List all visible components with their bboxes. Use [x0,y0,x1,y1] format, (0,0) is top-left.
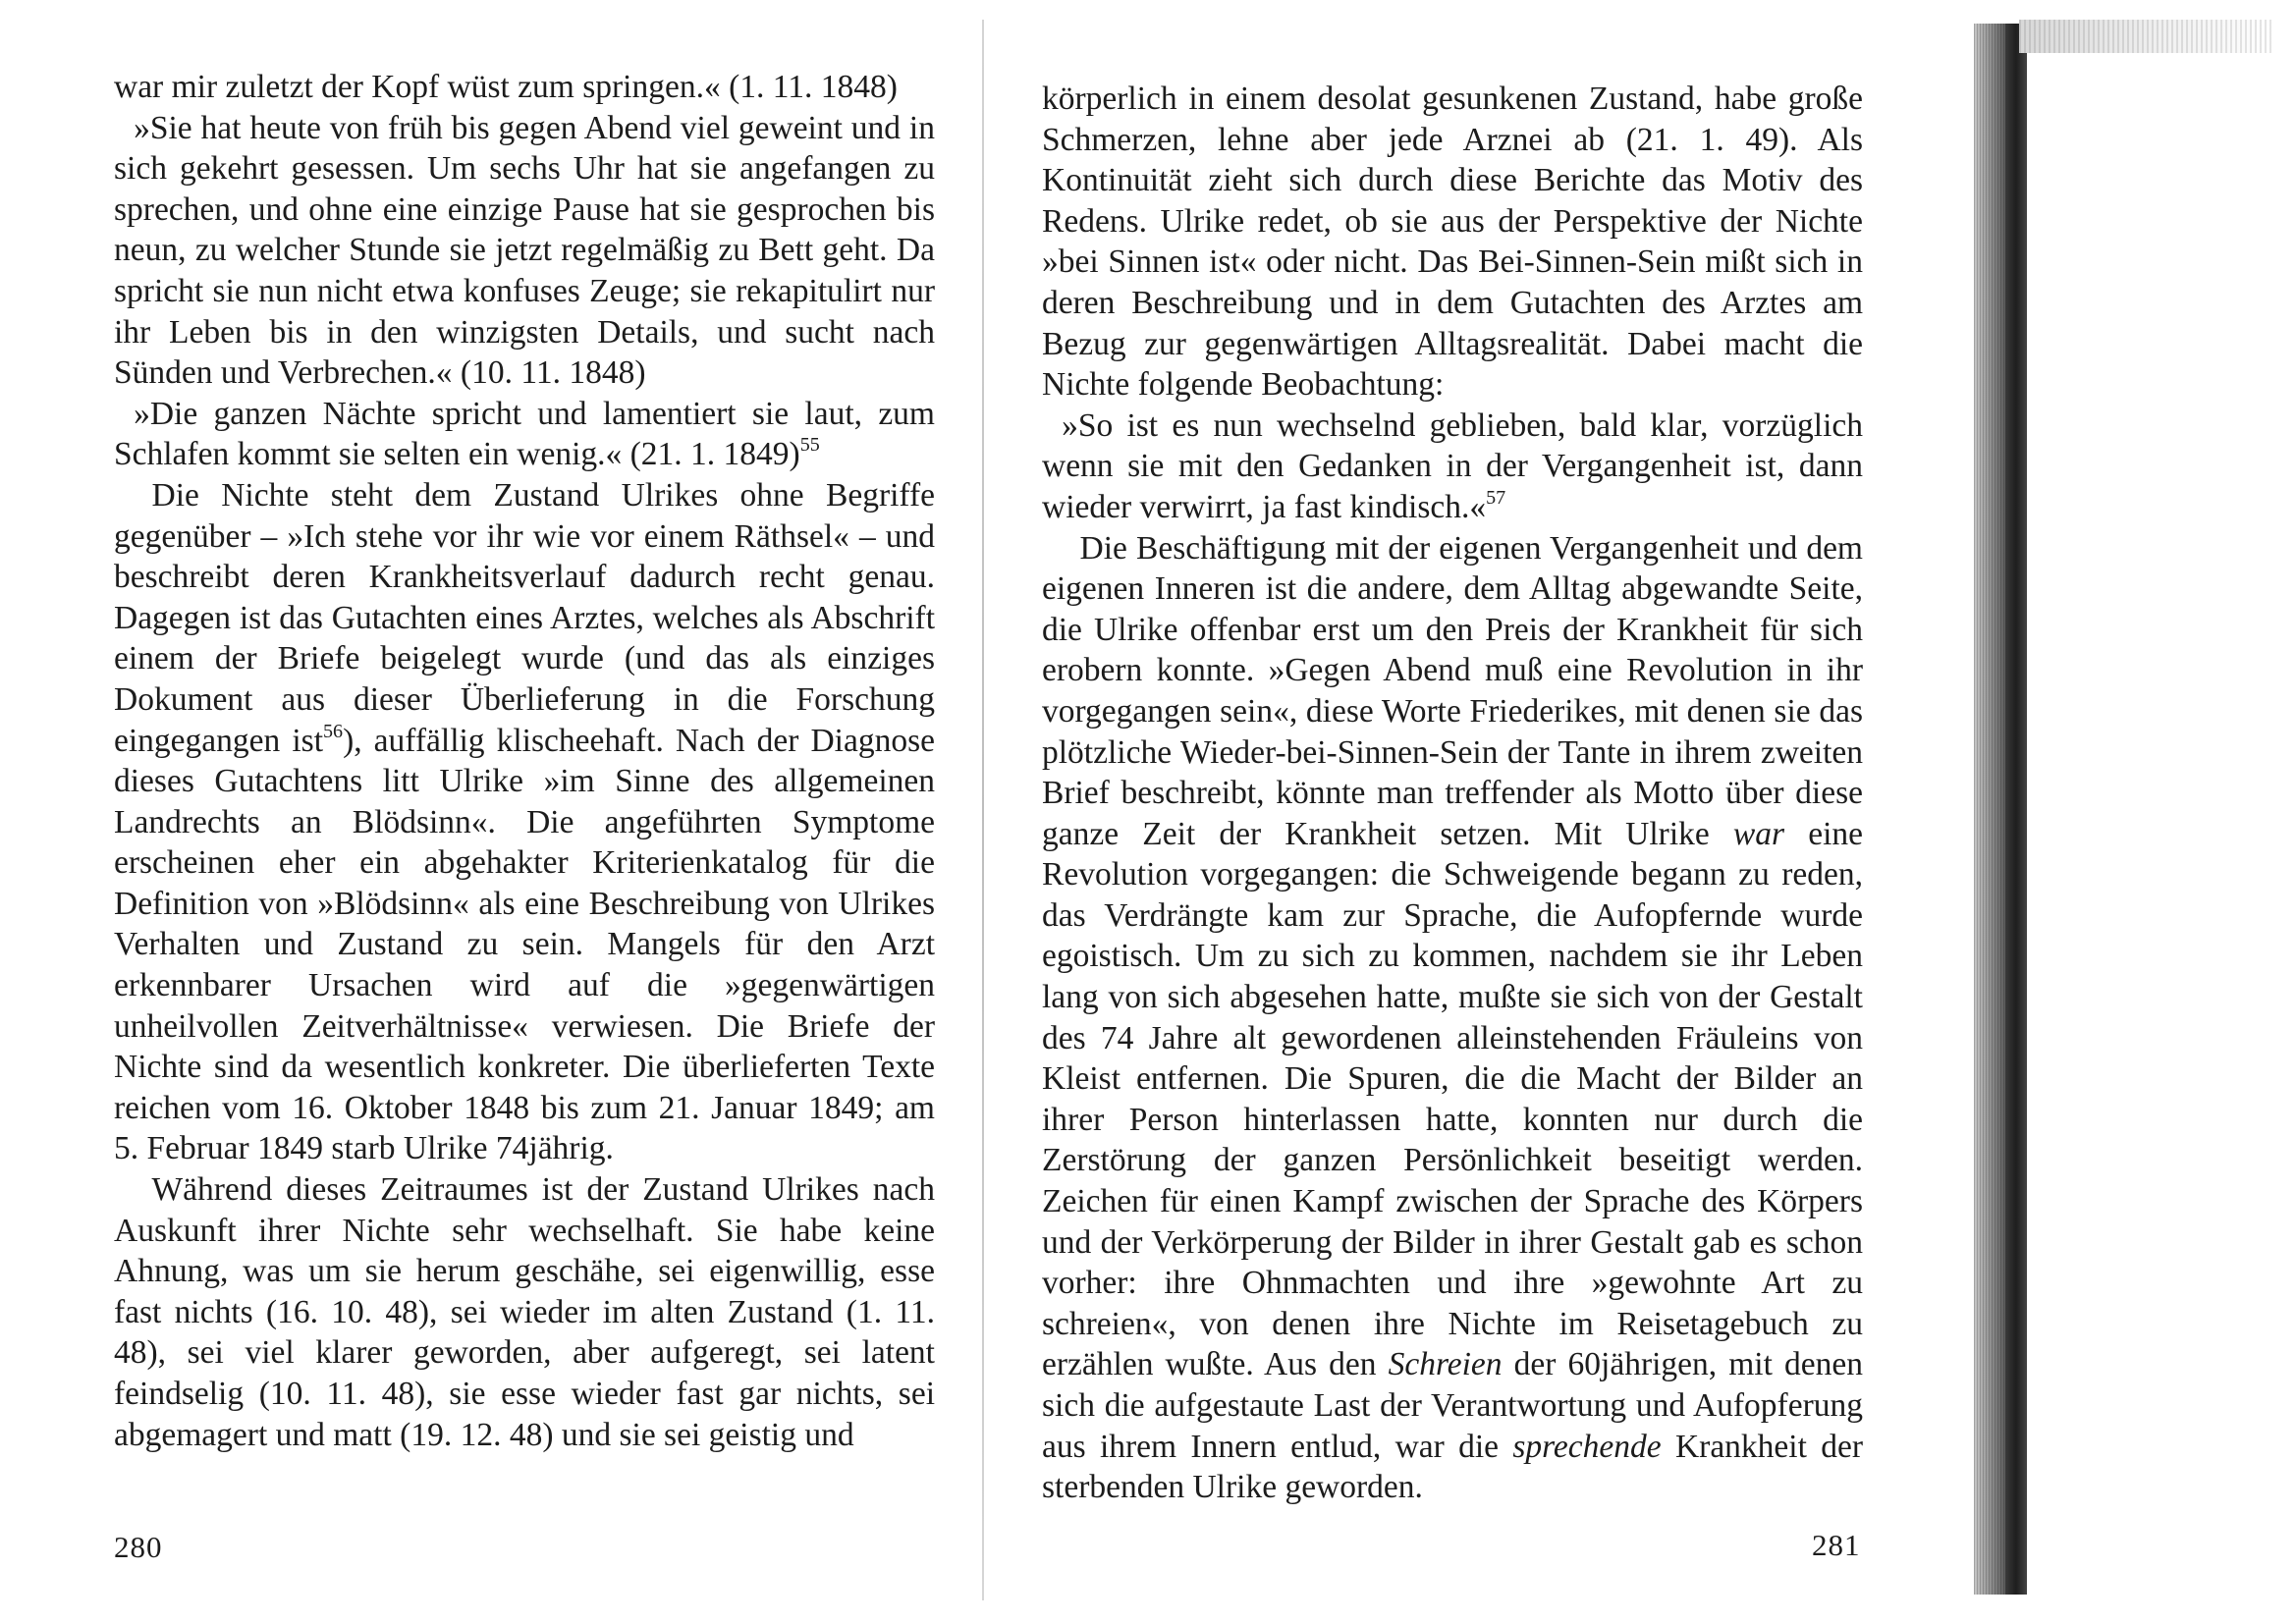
emphasis: sprechende [1512,1428,1662,1465]
paragraph [1042,528,1863,1508]
block-quote [114,108,935,394]
paragraph-text: war mir zuletzt der Kopf wüst zum springen.« (1. 11. 1848) [114,69,898,105]
paragraph-text: körperlich in einem desolat gesunkenen Zustand, habe große Schmerzen, lehne aber jede Arznei ab (21. 1. 49). Als Kontinuität zieht sich durch diese Berichte das Motiv des Redens. Ulrike redet, ob sie aus der Perspektive der Nichte »bei Sinnen ist« oder nicht. Das Bei-Sinnen-Sein mißt sich in deren Beschreibung und in dem Gutachten des Arztes am Bezug zur gegenwärtigen Alltagsrealität. Dabei macht die Nichte folgende Beobachtung: [1042,81,1863,404]
left-page-text [114,67,935,1455]
emphasis: Schreien [1388,1346,1503,1383]
paragraph [114,67,935,108]
footnote-marker: 55 [799,434,820,457]
footnote-marker: 56 [323,720,344,742]
paragraph-text: eine Revolution vorgegangen: die Schweigende begann zu reden, das Verdrängte kam zur Sprache, die Aufopfernde wurde egoistisch. Um zu sich zu kommen, nachdem sie ihr Leben lang von sich abgesehen hatte, mußte sie sich von der Gestalt des 74 Jahre alt gewordenen alleinstehenden Fräuleins von Kleist entfernen. Die Spuren, die die Macht der Bilder an ihrer Person hinterlassen hatte, konnten nur durch die Zerstörung der ganzen Persönlichkeit beseitigt werden. Zeichen für einen Kampf zwischen der Sprache des Körpers und der Verkörperung der Bilder in ihrer Gestalt gab es schon vorher: ihre Ohnmachten und ihre »gewohnte Art zu schreien«, von denen ihre Nichte im Reisetagebuch zu erzählen wußte. Aus den [1042,815,1863,1383]
paragraph [1042,79,1863,406]
paragraph-text: Die Beschäftigung mit der eigenen Vergangenheit und dem eigenen Inneren ist die andere, dem Alltag abgewandte Seite, die Ulrike offenbar erst um den Preis der Krankheit für sich erobern konnte. »Gegen Abend muß eine Revolution in ihr vorgegangen sein«, diese Worte Friederikes, mit denen sie das plötzliche Wieder-bei-Sinnen-Sein der Tante in ihrem zweiten Brief beschreibt, könnte man treffender als Motto über diese ganze Zeit der Krankheit setzen. Mit Ulrike [1042,529,1863,852]
quote-text: »So ist es nun wechselnd geblieben, bald klar, vorzüglich wenn sie mit den Gedanken in der Vergangenheit ist, dann wieder verwirrt, ja fast kindisch.« [1042,406,1863,525]
left-page [0,0,982,1623]
quote-text: »Die ganzen Nächte spricht und lamentiert sie laut, zum Schlafen kommt sie selten ein wenig.« (21. 1. 1849) [114,395,935,473]
paragraph-text: Während dieses Zeitraumes ist der Zustand Ulrikes nach Auskunft ihrer Nichte sehr wechselhaft. Sie habe keine Ahnung, was um sie herum geschähe, sei eigenwillig, esse fast nichts (16. 10. 48), sei wieder im alten Zustand (1. 11. 48), sei viel klarer geworden, aber aufgeregt, sei latent feindselig (10. 11. 48), sie esse wieder fast gar nichts, sei abgemagert und matt (19. 12. 48) und sie sei geistig und [114,1171,935,1453]
block-quote [114,394,935,475]
scan-edge-noise [2019,20,2274,53]
book-edge-dark [2005,24,2027,1595]
emphasis: war [1732,815,1785,852]
footnote-marker: 57 [1486,486,1506,509]
right-page-text [1042,79,1863,1508]
paragraph [114,475,935,1169]
quote-text: »Sie hat heute von früh bis gegen Abend viel geweint und in sich gekehrt gesessen. Um sechs Uhr hat sie angefangen zu sprechen, und ohne eine einzige Pause hat sie gesprochen bis neun, zu welcher Stunde sie jetzt regelmäßig zu Bett geht. Da spricht sie nun nicht etwa konfuses Zeuge; sie rekapitulirt nur ihr Leben bis in den winzigsten Details, und sucht nach Sünden und Verbrechen.« (10. 11. 1848) [114,109,935,392]
paragraph-text: ), auffällig klischeehaft. Nach der Diagnose dieses Gutachtens litt Ulrike »im Sinne des allgemeinen Landrechts an Blödsinn«. Die angeführten Symptome erscheinen eher ein abgehakter Kriterienkatalog für die Definition von »Blödsinn« als eine Beschreibung von Ulrikes Verhalten und Zustand zu sein. Mangels für den Arzt erkennbarer Ursachen wird auf die »gegenwärtigen unheilvollen Zeitverhältnisse« verwiesen. Die Briefe der Nichte sind da wesentlich konkreter. Die überlieferten Texte reichen vom 16. Oktober 1848 bis zum 21. Januar 1849; am 5. Februar 1849 starb Ulrike 74jährig. [114,722,935,1167]
right-page [985,0,1967,1623]
paragraph [114,1169,935,1455]
paragraph-text: Die Nichte steht dem Zustand Ulrikes ohne Begriffe gegenüber – »Ich stehe vor ihr wie vor einem Räthsel« – und beschreibt deren Krankheitsverlauf dadurch recht genau. Dagegen ist das Gutachten eines Arztes, welches als Abschrift einem der Briefe beigelegt wurde (und das als einziges Dokument aus dieser Überlieferung in die Forschung eingegangen ist [114,476,935,759]
block-quote [1042,406,1863,528]
page-number: 280 [114,1530,163,1564]
paragraph-text: Krankheit der sterbenden Ulrike geworden. [1042,1428,1863,1506]
page-number: 281 [1812,1528,1861,1562]
book-gutter [982,20,984,1600]
paragraph-text: der 60jährigen, mit denen sich die aufgestaute Last der Verantwortung und Aufopferung aus ihrem Innern entlud, war die [1042,1346,1863,1465]
